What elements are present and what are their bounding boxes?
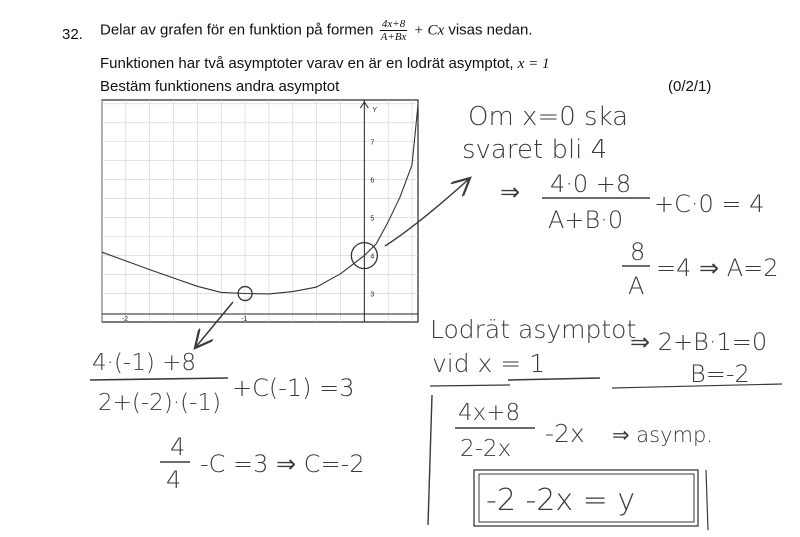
hw-eqC2-numerator: 4 bbox=[170, 433, 186, 461]
problem-plus-cx: + Cx bbox=[413, 22, 445, 39]
hw-underline-2 bbox=[430, 385, 510, 386]
hw-eq1-rest: +C·0 = 4 bbox=[654, 190, 765, 218]
x-tick-label: -2 bbox=[121, 316, 129, 323]
hw-eq2-rest: =4 ⇒ A=2 bbox=[656, 254, 779, 282]
problem-number: 32. bbox=[62, 26, 83, 43]
function-graph bbox=[102, 100, 418, 323]
y-tick-label: 5 bbox=[370, 215, 375, 223]
hw-implies-1: ⇒ bbox=[500, 178, 521, 206]
hw-underline-1 bbox=[508, 378, 600, 380]
hw-eqB-line2: B=-2 bbox=[690, 360, 750, 388]
hw-bracket-right bbox=[706, 470, 708, 530]
y-tick-label: 4 bbox=[370, 253, 375, 261]
y-tick-label: 7 bbox=[370, 139, 375, 147]
y-axis-label: Y bbox=[372, 107, 378, 114]
problem-line-1-text: Delar av grafen för en funktion på formen bbox=[100, 21, 374, 39]
problem-points: (0/2/1) bbox=[668, 78, 712, 95]
hw-lodrat-line2: vid x = 1 bbox=[432, 349, 546, 378]
hw-om-line1: Om x=0 ska bbox=[468, 102, 629, 132]
problem-line-2-text: Funktionen har två asymptoter varav en är en lodrät asymptot, bbox=[100, 55, 514, 72]
hw-lodrat-line1: Lodrät asymptot bbox=[430, 315, 637, 344]
hw-bracket-left bbox=[428, 395, 432, 525]
hw-eqC-bar bbox=[90, 378, 228, 380]
y-tick-label: 3 bbox=[370, 291, 375, 299]
x-tick-label: -1 bbox=[241, 316, 248, 323]
hw-final-denominator: 2-2x bbox=[460, 436, 512, 462]
hw-eqC2-denominator: 4 bbox=[166, 466, 182, 494]
hw-eqC-numerator: 4·(-1) +8 bbox=[92, 350, 197, 376]
problem-fraction-denominator: A+Bx bbox=[380, 31, 407, 43]
hw-final-rest: -2x bbox=[545, 419, 585, 448]
hw-om-line2: svaret bli 4 bbox=[462, 135, 608, 165]
hw-eq2-numerator: 8 bbox=[630, 238, 646, 266]
hw-final-numerator: 4x+8 bbox=[458, 400, 521, 426]
hw-final-arrow: ⇒ asymp. bbox=[612, 423, 713, 447]
hw-eqC2-rest: -C =3 ⇒ C=-2 bbox=[200, 450, 365, 478]
hw-answer: -2 -2x = y bbox=[486, 483, 636, 518]
problem-line-3: Bestäm funktionens andra asymptot bbox=[100, 78, 340, 95]
y-tick-label: 6 bbox=[370, 177, 375, 185]
problem-line-1-end: visas nedan. bbox=[448, 21, 533, 39]
hw-eqC-rest: +C(-1) =3 bbox=[232, 374, 355, 402]
hw-eq2-denominator: A bbox=[628, 272, 645, 300]
hw-eqB-line1: ⇒ 2+B·1=0 bbox=[630, 328, 768, 356]
hw-eqC-denominator: 2+(-2)·(-1) bbox=[98, 390, 221, 416]
hw-eq1-numerator: 4·0 +8 bbox=[550, 170, 632, 198]
hw-eq1-denominator: A+B·0 bbox=[548, 206, 624, 234]
problem-line-2-math: x = 1 bbox=[517, 56, 550, 72]
problem-fraction-numerator: 4x+8 bbox=[380, 18, 408, 31]
